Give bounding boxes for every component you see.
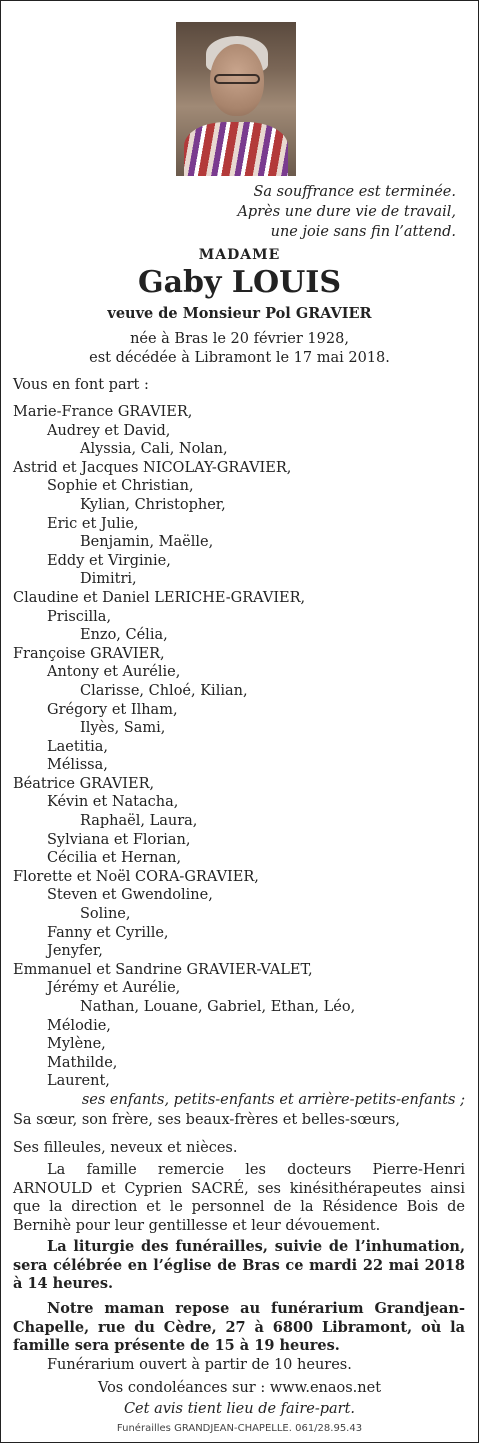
death-line: est décédée à Libramont le 17 mai 2018. <box>89 349 390 366</box>
family-member-line: Steven et Gwendoline, <box>47 887 213 904</box>
family-member-line: Ilyès, Sami, <box>80 720 166 737</box>
family-member-line: Jérémy et Aurélie, <box>47 980 181 997</box>
family-member-line: Sophie et Christian, <box>47 478 194 495</box>
title-madame: MADAME <box>198 247 281 263</box>
family-member-line: Laurent, <box>47 1073 110 1090</box>
family-member-line: Clarisse, Chloé, Kilian, <box>80 682 248 699</box>
family-member-line: Béatrice GRAVIER, <box>13 775 155 792</box>
family-member-line: Nathan, Louane, Gabriel, Ethan, Léo, <box>80 999 356 1015</box>
family-member-line: Florette et Noël CORA-GRAVIER, <box>13 868 259 885</box>
widow-of: veuve de Monsieur Pol GRAVIER <box>107 305 372 322</box>
family-member-line: Kylian, Christopher, <box>80 496 226 513</box>
notice-line: Cet avis tient lieu de faire-part. <box>123 1401 356 1417</box>
family-member-line: Emmanuel et Sandrine GRAVIER-VALET, <box>13 961 313 978</box>
family-member-line: Claudine et Daniel LERICHE-GRAVIER, <box>13 589 306 606</box>
deceased-name: Gaby LOUIS <box>138 265 341 300</box>
family-member-line: Soline, <box>80 906 131 923</box>
family-member-line: Raphaël, Laura, <box>80 813 198 830</box>
motto-line: une joie sans fin l’attend. <box>270 224 456 240</box>
godchildren-line: Ses filleules, neveux et nièces. <box>13 1140 238 1156</box>
family-member-line: Priscilla, <box>47 608 112 625</box>
family-member-line: Eddy et Virginie, <box>47 552 171 569</box>
family-member-line: Mélodie, <box>47 1017 111 1034</box>
family-member-line: Cécilia et Hernan, <box>47 850 182 867</box>
family-member-line: Fanny et Cyrille, <box>47 924 169 941</box>
birth-line: née à Bras le 20 février 1928, <box>130 331 349 347</box>
motto-line: Sa souffrance est terminée. <box>253 184 456 200</box>
repose-paragraph: Notre maman repose au funérarium Grandjean-Chapelle, rue du Cèdre, 27 à 6800 Libramont, où la famille sera présente de 15 à 19 heures. <box>13 1300 465 1355</box>
photo-glasses <box>214 74 260 84</box>
family-member-line: Alyssia, Cali, Nolan, <box>80 441 228 458</box>
family-member-line: Mélissa, <box>47 757 108 774</box>
family-member-line: Enzo, Célia, <box>80 627 168 644</box>
family-member-line: Grégory et Ilham, <box>47 701 178 718</box>
family-list <box>13 403 465 1110</box>
motto <box>237 182 456 242</box>
family-member-line: Astrid et Jacques NICOLAY-GRAVIER, <box>13 459 292 476</box>
family-member-line: Mathilde, <box>47 1054 118 1071</box>
motto-line: Après une dure vie de travail, <box>237 204 456 220</box>
family-member-line: Marie-France GRAVIER, <box>13 404 193 420</box>
birth-death <box>1 330 478 367</box>
family-member-line: Audrey et David, <box>47 422 171 439</box>
family-member-line: Jenyfer, <box>47 943 103 960</box>
opening-hours: Funérarium ouvert à partir de 10 heures. <box>47 1357 352 1373</box>
family-member-line: Laetitia, <box>47 738 109 755</box>
photo-shirt <box>184 122 288 176</box>
family-member-line: Benjamin, Maëlle, <box>80 534 214 551</box>
siblings-line: Sa sœur, son frère, ses beaux-frères et belles-sœurs, <box>13 1112 400 1128</box>
thanks-paragraph: La famille remercie les docteurs Pierre-Henri ARNOULD et Cyprien SACRÉ, ses kinésithérapeutes ainsi que la direction et le personnel de la Résidence Bois de Bernihè pour leur gentillesse et leur dévouement. <box>13 1162 465 1234</box>
family-member-line: Eric et Julie, <box>47 515 139 532</box>
family-member-line: Antony et Aurélie, <box>47 664 181 681</box>
family-member-line: Mylène, <box>47 1036 106 1053</box>
family-member-line: Dimitri, <box>80 571 137 588</box>
family-member-line: Françoise GRAVIER, <box>13 645 165 662</box>
intro-line: Vous en font part : <box>13 377 149 393</box>
family-summary: ses enfants, petits-enfants et arrière-petits-enfants ; <box>81 1091 465 1108</box>
family-member-line: Kévin et Natacha, <box>47 794 179 811</box>
family-member-line: Sylviana et Florian, <box>47 831 191 848</box>
funeral-home-footer: Funérailles GRANDJEAN-CHAPELLE. 061/28.95.43 <box>116 1423 363 1434</box>
portrait-photo <box>176 22 296 176</box>
liturgy-paragraph: La liturgie des funérailles, suivie de l’inhumation, sera célébrée en l’église de Bras ce mardi 22 mai 2018 à 14 heures. <box>13 1238 465 1293</box>
condolences-line: Vos condoléances sur : www.enaos.net <box>97 1380 382 1396</box>
